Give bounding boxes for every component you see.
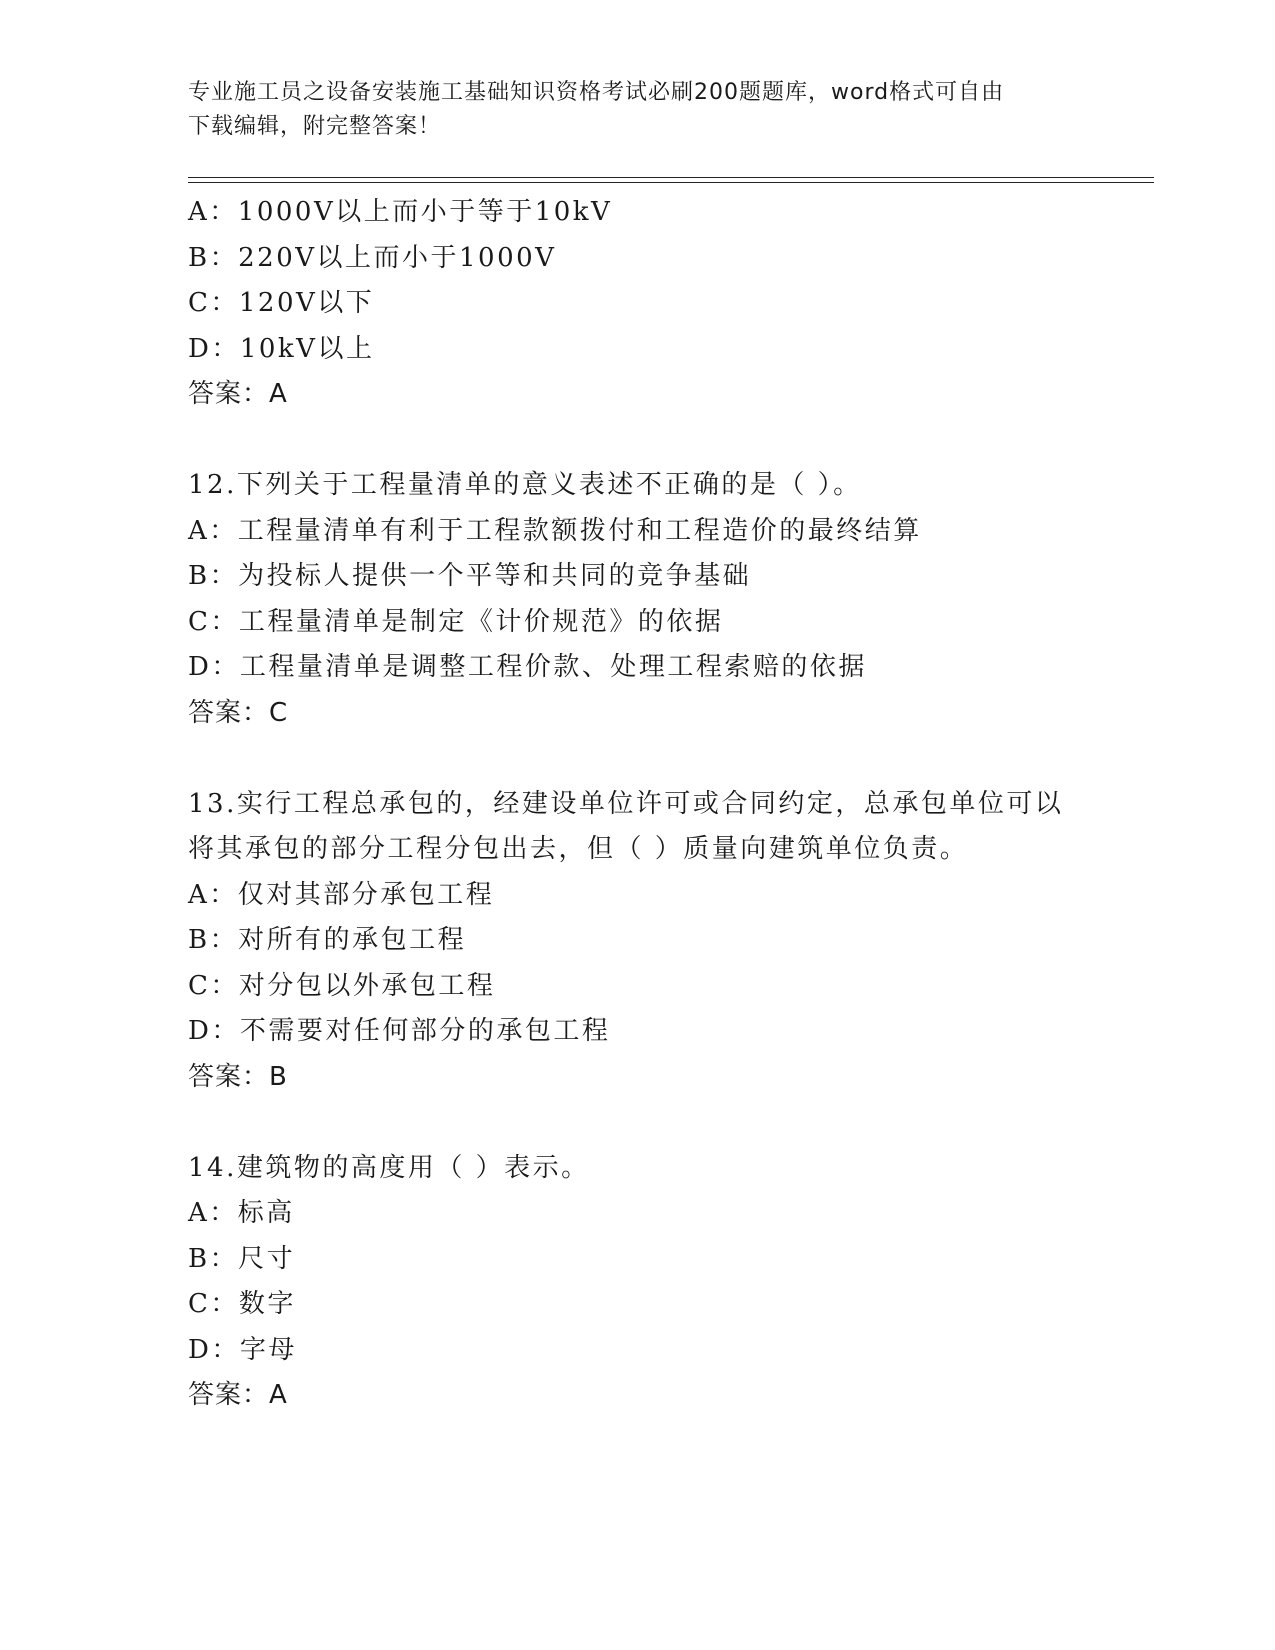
- header-divider-bottom: [188, 182, 1154, 183]
- header-line-2: 下载编辑，附完整答案！: [188, 114, 442, 139]
- answer: 答案：C: [188, 697, 289, 728]
- answer: 答案：B: [188, 1061, 288, 1092]
- question-12: [188, 463, 1108, 736]
- option-d: D：10kV以上: [188, 333, 375, 364]
- option-d: D：不需要对任何部分的承包工程: [188, 1016, 611, 1046]
- option-b: B：220V以上而小于1000V: [188, 242, 557, 273]
- answer: 答案：A: [188, 1380, 288, 1410]
- option-a: A：标高: [188, 1198, 295, 1228]
- option-c: C：对分包以外承包工程: [188, 970, 496, 1001]
- option-b: B：对所有的承包工程: [188, 925, 467, 955]
- document-header: [188, 76, 1088, 144]
- question-text: 12.下列关于工程量清单的意义表述不正确的是（ ）。: [188, 470, 862, 500]
- header-divider-top: [188, 177, 1154, 178]
- answer: 答案：A: [188, 379, 288, 409]
- option-d: D：工程量清单是调整工程价款、处理工程索赔的依据: [188, 652, 867, 682]
- question-text-line-1: 13.实行工程总承包的，经建设单位许可或合同约定，总承包单位可以: [188, 788, 1064, 819]
- spacer: [188, 418, 1108, 464]
- option-c: C：120V以下: [188, 288, 375, 318]
- question-text: 14.建筑物的高度用（ ）表示。: [188, 1152, 590, 1183]
- question-13: [188, 782, 1108, 1101]
- option-a: A：1000V以上而小于等于10kV: [188, 197, 613, 227]
- spacer: [188, 736, 1108, 782]
- option-b: B：尺寸: [188, 1243, 296, 1274]
- question-14: [188, 1146, 1108, 1419]
- option-c: C：数字: [188, 1289, 296, 1319]
- option-a: A：工程量清单有利于工程款额拨付和工程造价的最终结算: [188, 515, 922, 546]
- option-b: B：为投标人提供一个平等和共同的竞争基础: [188, 561, 752, 591]
- question-11: [188, 190, 1108, 418]
- option-c: C：工程量清单是制定《计价规范》的依据: [188, 606, 724, 637]
- question-text-line-2: 将其承包的部分工程分包出去，但（ ）质量向建筑单位负责。: [188, 834, 969, 864]
- option-a: A：仅对其部分承包工程: [188, 879, 495, 910]
- question-list: [188, 190, 1108, 1419]
- option-d: D：字母: [188, 1334, 297, 1365]
- header-line-1: 专业施工员之设备安装施工基础知识资格考试必刷200题题库，word格式可自由: [188, 80, 1005, 105]
- spacer: [188, 1100, 1108, 1146]
